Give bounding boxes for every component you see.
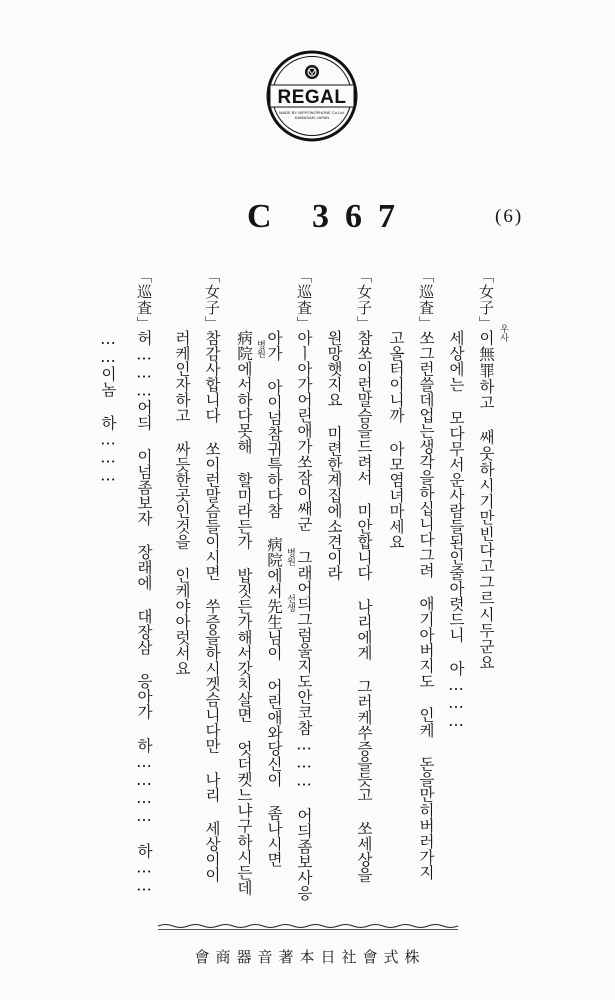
- script-line: 고올터이니까 아모염녀마세요: [387, 330, 405, 550]
- speaker-label: 「巡査」: [295, 268, 313, 332]
- ruby-annotation: 우사: [498, 324, 508, 342]
- speaker-label: 「女子」: [355, 268, 373, 332]
- script-line: 아가 아이넘참귀특하다참 病院에서先生님이 어린애와당신이 좀나시면: [265, 330, 283, 867]
- script-line: 참감사합니다 쏘이런말슴들이시면 쑤증을하시겟슴니다만 나리 세상이이: [203, 330, 221, 883]
- ruby-annotation: 선생: [285, 594, 295, 612]
- brand-name: REGAL: [277, 87, 347, 108]
- speaker-label: 「巡査」: [417, 268, 435, 332]
- brand-subtext-place: KAWASAKI JAPAN: [294, 115, 330, 120]
- speaker-label: 「女子」: [477, 268, 495, 332]
- speaker-label: 「巡査」: [135, 268, 153, 332]
- script-line: 러케인자하고 싸듯한곳인것을 인케야아럿서요: [173, 330, 191, 676]
- speaker-label: 「女子」: [203, 268, 221, 332]
- side-number: (6): [495, 206, 524, 227]
- footer-wavy-rule: [158, 922, 458, 932]
- ruby-annotation: 병원: [285, 548, 295, 566]
- script-line: ……이놈 하………: [99, 330, 117, 485]
- script-line: 쏘그런쓸데업는생각을하십니다그려 애기아버지도 인케 돈을만히버러가지: [417, 330, 435, 880]
- script-line: 허………어듸 이넘좀보자 장래에 대장삼 응아가 하………… 하……: [135, 330, 153, 895]
- publisher-footer: 會商器音著本日社會式株: [194, 948, 426, 966]
- script-line: 아ㅣ아가어린애가쏘잠이쌔군 그래어듸그럼울지도안코참……… 어듸좀보사응: [295, 330, 313, 901]
- script-line: 원망햇지요 미련한계집에소견이라: [325, 330, 343, 581]
- ruby-annotation: 병원: [255, 340, 265, 358]
- regal-logo: [266, 50, 358, 142]
- script-line: 세상에는 모다무서운사람들된인줄아렷드니 아………: [447, 330, 465, 730]
- script-line: 이無罪하고 쌔웃하시기만빈다고그르시두군요: [477, 330, 495, 671]
- script-line: 참쏘이런말슴을드려서 미안합니다 나리에게 그러케쑤증을듯고 쏘세상을: [355, 330, 373, 883]
- script-line: 病院에서하다못해 할미라든가 밥짓든가해서갓치살면 엇더켓느냐구하시든데: [235, 330, 253, 896]
- brand-subtext-maker: MADE BY NIPPONOPHONE Co.Ltd.: [279, 110, 345, 115]
- catalog-number: C 367: [247, 198, 412, 235]
